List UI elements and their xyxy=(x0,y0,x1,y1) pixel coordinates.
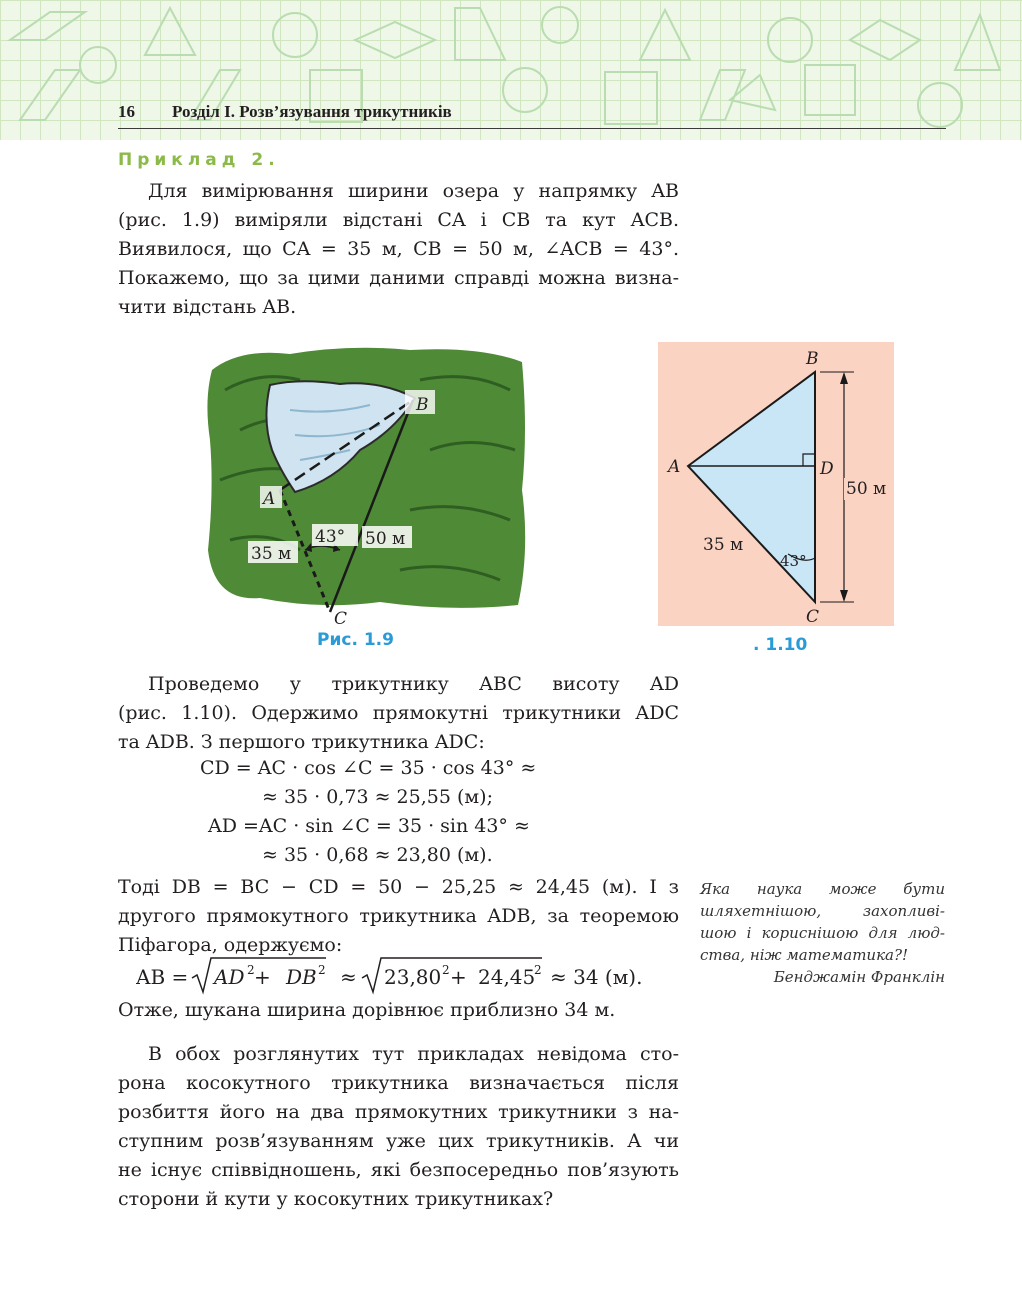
triangle-diagram xyxy=(658,342,894,626)
dimension-arrow xyxy=(840,372,848,384)
figure-caption: . 1.10 xyxy=(753,635,808,655)
text-line: сторони й кути у косокутних трикутниках? xyxy=(118,1188,554,1210)
text-line: Для вимірювання ширини озера у напрямку AB xyxy=(148,180,679,202)
formula-line: AD =AC · sin ∠C = 35 · sin 43° ≈ xyxy=(208,815,530,837)
point-d-label: D xyxy=(820,459,834,479)
formula-line: ≈ 35 · 0,73 ≈ 25,55 (м); xyxy=(262,786,493,808)
quote-author: Бенджамін Франклін xyxy=(773,968,945,986)
formula-line: ≈ 35 · 0,68 ≈ 23,80 (м). xyxy=(262,844,493,866)
quote-line: шляхетнішою, захопливі- xyxy=(700,902,945,920)
text-line: (рис. 1.10). Одержимо прямокутні трикутники ADC xyxy=(118,702,679,724)
text-line: розбиття його на два прямокутних трикутники з на- xyxy=(118,1101,679,1123)
text-line: Отже, шукана ширина дорівнює приблизно 34 м. xyxy=(118,999,616,1021)
example-intro xyxy=(118,177,679,322)
sidebar-quote xyxy=(700,878,945,988)
radicand-db: DB xyxy=(286,965,317,989)
quote-line: ства, ніж математика?! xyxy=(700,946,909,964)
formula-line: CD = AC · cos ∠C = 35 · cos 43° ≈ xyxy=(200,757,537,779)
conclusion-text xyxy=(118,996,679,1025)
example-heading: Приклад 2. xyxy=(118,150,280,170)
text-line: рона косокутного трикутника визначається після xyxy=(118,1072,679,1094)
text-line: не існує співвідношень, які безпосередньо пов’язують xyxy=(118,1159,679,1181)
quote-line: шою і кориснішою для люд- xyxy=(700,924,945,942)
page-number: 16 xyxy=(118,102,135,121)
text-line: Піфагора, одержуємо: xyxy=(118,934,343,956)
side-ca-label: 35 м xyxy=(251,544,292,564)
quote-line: Яка наука може бути xyxy=(700,880,945,898)
closing-paragraph xyxy=(118,1040,679,1214)
formula-result: ≈ 34 (м). xyxy=(550,965,643,989)
text-line: В обох розглянутих тут прикладах невідома сто- xyxy=(148,1043,679,1065)
text-line: (рис. 1.9) виміряли відстані CA і CB та кут ACB. xyxy=(118,209,679,231)
solution-text-2 xyxy=(118,873,679,960)
exponent: 2 xyxy=(318,963,326,977)
side-cb-label: 50 м xyxy=(365,529,406,549)
radicand-value: 23,80 xyxy=(384,965,442,989)
dimension-arrow xyxy=(840,590,848,602)
text-line: чити відстань AB. xyxy=(118,296,297,318)
point-a-label: A xyxy=(263,489,276,509)
point-c-label: C xyxy=(334,609,348,625)
exponent: 2 xyxy=(442,963,450,977)
plus-sign: + xyxy=(450,965,467,989)
radicand-value: 24,45 xyxy=(478,965,536,989)
figure-triangle-panel xyxy=(658,342,894,626)
formula-lhs: AB = xyxy=(136,965,189,989)
point-b-label: B xyxy=(806,349,819,369)
radicand-ad: AD xyxy=(214,965,245,989)
solution-text xyxy=(118,670,679,757)
side-ac-label: 35 м xyxy=(703,535,744,555)
plus-sign: + xyxy=(254,965,271,989)
text-line: Тоді DB = BC − CD = 50 − 25,25 ≈ 24,45 (м). І з xyxy=(118,876,679,898)
angle-label: 43° xyxy=(315,527,346,547)
figure-caption: Рис. 1.9 xyxy=(317,630,394,650)
page-header-band xyxy=(0,0,1022,140)
figure-lake-illustration xyxy=(200,340,530,625)
text-line: та ADB. З першого трикутника ADC: xyxy=(118,731,485,753)
point-a-label: A xyxy=(668,457,681,477)
chapter-title: Розділ І. Розв’язування трикутників xyxy=(172,102,452,121)
running-header xyxy=(118,102,946,129)
exponent: 2 xyxy=(247,963,255,977)
text-line: Проведемо у трикутнику ABC висоту AD xyxy=(148,673,679,695)
point-b-label: B xyxy=(416,395,429,415)
exponent: 2 xyxy=(534,963,542,977)
approx-sign: ≈ xyxy=(340,965,357,989)
angle-label: 43° xyxy=(780,552,807,570)
text-line: Покажемо, що за цими даними справді можна визна- xyxy=(118,267,679,289)
side-bc-label: 50 м xyxy=(846,479,887,499)
pythagoras-formula xyxy=(136,954,656,998)
text-line: другого прямокутного трикутника ADB, за теоремою xyxy=(118,905,679,927)
text-line: ступним розв’язуванням уже цих трикутників. А чи xyxy=(118,1130,679,1152)
point-c-label: C xyxy=(806,607,820,626)
text-line: Виявилося, що CA = 35 м, CB = 50 м, ∠ACB = 43°. xyxy=(118,238,679,260)
